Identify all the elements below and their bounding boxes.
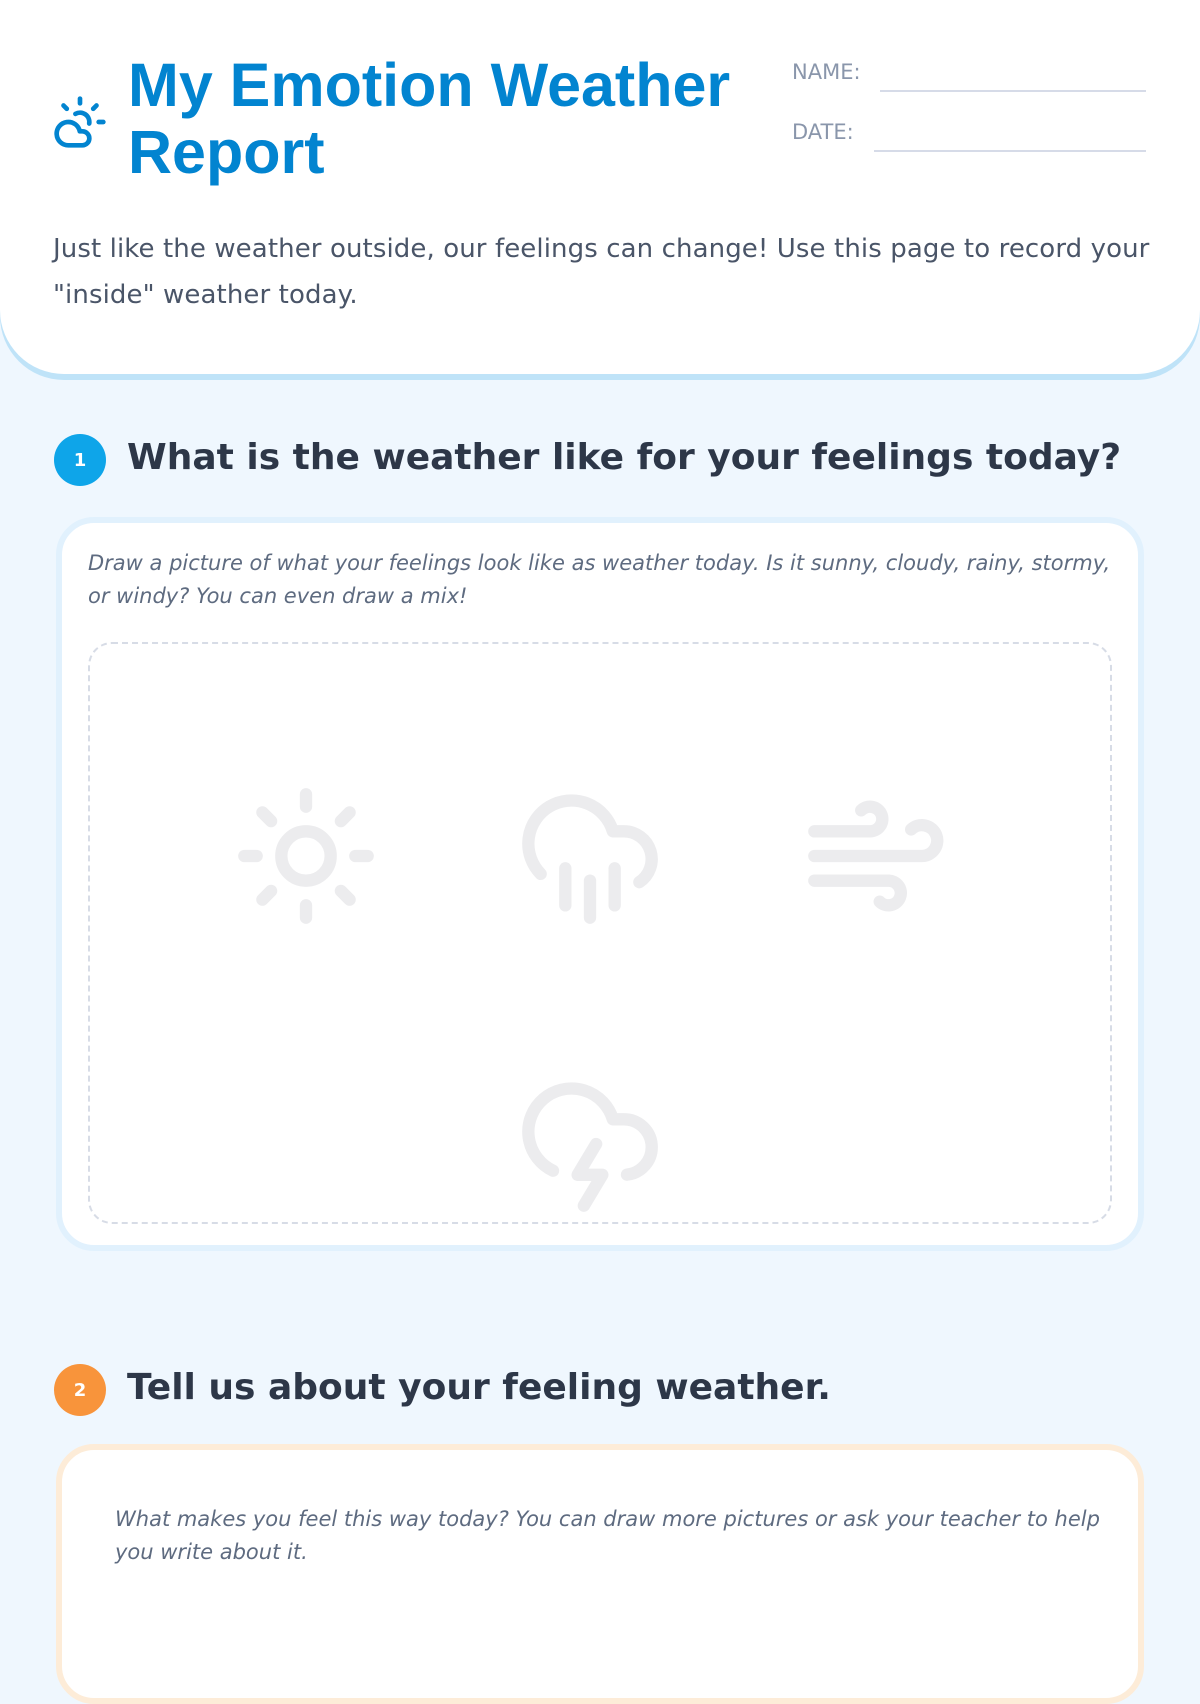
section-2-number-badge: 2 — [54, 1364, 106, 1416]
page-title: My Emotion Weather Report — [128, 51, 731, 186]
cloud-sun-icon — [52, 94, 108, 150]
cloud-rain-icon — [516, 782, 664, 930]
section-1-number-badge: 1 — [54, 434, 106, 486]
section-2-card — [56, 1444, 1144, 1704]
section-1-title: What is the weather like for your feelings today? — [127, 437, 1122, 478]
header-card — [0, 0, 1200, 374]
intro-text: Just like the weather outside, our feelings can change! Use this page to record your "inside" weather today. — [53, 234, 1150, 310]
section-2-prompt: What makes you feel this way today? You can draw more pictures or ask your teacher to help you write about it. — [115, 1507, 1100, 1564]
name-field[interactable] — [880, 90, 1146, 92]
date-field[interactable] — [874, 150, 1146, 152]
name-label: NAME: — [792, 60, 861, 84]
date-label: DATE: — [792, 120, 854, 144]
drawing-area[interactable] — [88, 642, 1112, 1224]
cloud-lightning-icon — [516, 1070, 664, 1218]
section-2-title: Tell us about your feeling weather. — [127, 1367, 831, 1408]
section-1-prompt: Draw a picture of what your feelings look like as weather today. Is it sunny, cloudy, rainy, stormy, or windy? You can even draw a mix! — [88, 551, 1111, 608]
sun-icon — [232, 782, 380, 930]
wind-icon — [802, 782, 950, 930]
